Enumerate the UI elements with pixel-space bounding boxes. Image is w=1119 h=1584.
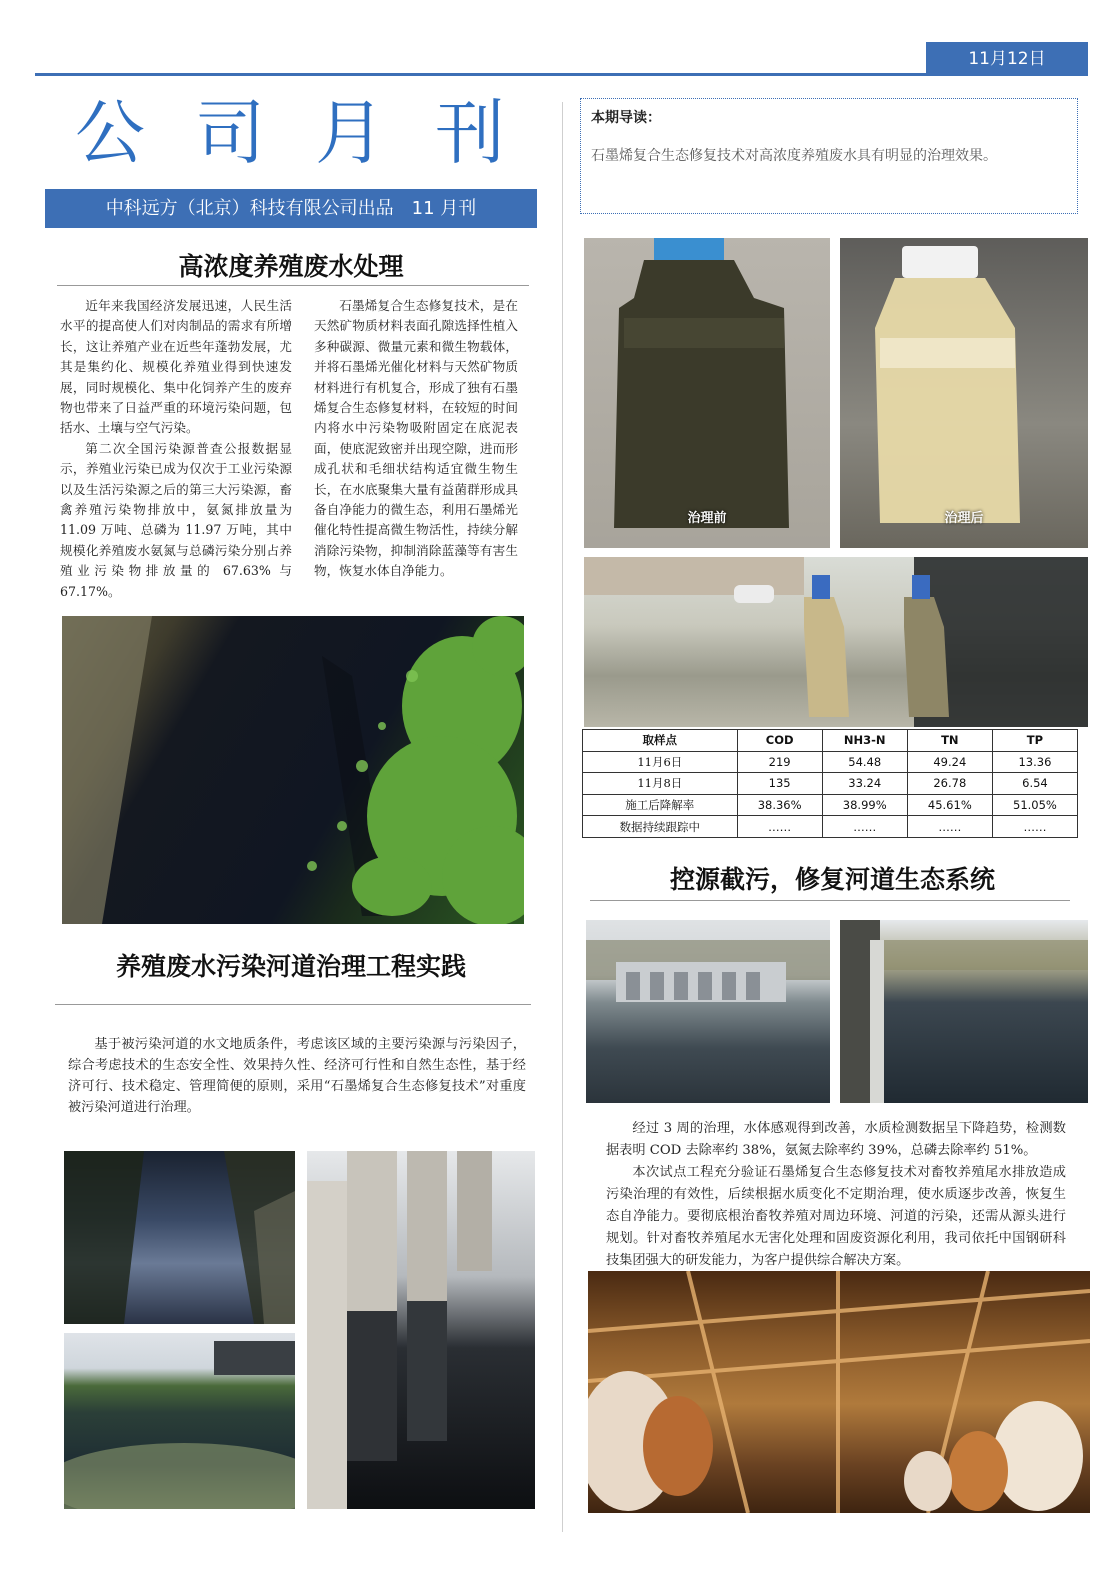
polluted-pond-photo — [64, 1333, 295, 1509]
column-header: TN — [907, 730, 992, 752]
photo-art — [588, 1271, 1090, 1513]
article-column-left — [60, 296, 292, 602]
after-caption: 治理后 — [944, 511, 984, 526]
table-cell: 26.78 — [907, 773, 992, 795]
water-sample-comparison-photo — [584, 557, 1088, 727]
table-row — [583, 751, 1078, 773]
table-cell: …… — [737, 816, 822, 838]
guide-text: 石墨烯复合生态修复技术对高浓度养殖废水具有明显的治理效果。 — [591, 148, 997, 164]
masthead-char: 司 — [195, 92, 265, 174]
table-row — [583, 816, 1078, 838]
table-cell: 数据持续跟踪中 — [583, 816, 738, 838]
table-cell: 33.24 — [822, 773, 907, 795]
paragraph: 石墨烯复合生态修复技术，是在天然矿物质材料表面孔隙选择性植入多种碳源、微量元素和微生物载体，并将石墨烯光催化材料与天然矿物质材料进行有机复合，形成了独有石墨烯复合生态修复材料，在较短的时间内将水中污染物吸附固定在底泥表面，使底泥致密并出现空隙，进而形成孔状和毛细状结构适宜微生物生长，在水底聚集大量有益菌群形成具备自净能力的微生态，利用石墨烯光催化特性提高微生物活性，持续分解消除污染物，抑制消除蓝藻等有害生物，恢复水体自净能力。 — [314, 298, 518, 579]
date-badge: 11月12日 — [926, 42, 1088, 76]
paragraph: 基于被污染河道的水文地质条件，考虑该区域的主要污染源与污染因子，综合考虑技术的生态安全性、效果持久性、经济可行性和自然生态性，基于经济可行、技术稳定、管理简便的原则，采用“石墨烯复合生态修复技术”对重度被污染河道进行治理。 — [68, 1037, 526, 1115]
sample-bottles-art — [584, 557, 1088, 727]
photo-art — [586, 920, 830, 1103]
sluice-gate-photo — [586, 920, 830, 1103]
table-cell: 135 — [737, 773, 822, 795]
column-divider — [562, 102, 563, 1532]
table-cell: 45.61% — [907, 794, 992, 816]
table-cell: 38.99% — [822, 794, 907, 816]
before-treatment-photo — [584, 238, 830, 548]
paragraph: 经过 3 周的治理，水体感观得到改善，水质检测数据呈下降趋势，检测数据表明 COD 去除率约 38%，氨氮去除率约 39%，总磷去除率约 51%。 — [606, 1121, 1066, 1158]
guide-label: 本期导读： — [591, 110, 661, 126]
title-rule — [590, 900, 1070, 901]
table-cell: 11月6日 — [583, 751, 738, 773]
cattle-barn-photo — [588, 1271, 1090, 1513]
table-cell: 51.05% — [992, 794, 1077, 816]
photo-art — [307, 1151, 535, 1509]
section-title-source-control: 控源截污，修复河道生态系统 — [669, 865, 995, 894]
masthead-char: 公 — [75, 92, 145, 174]
table-cell: 11月8日 — [583, 773, 738, 795]
title-rule — [57, 285, 529, 286]
section-title-wastewater: 高浓度养殖废水处理 — [178, 252, 404, 281]
title-rule — [55, 1004, 531, 1005]
publisher-bar: 中科远方（北京）科技有限公司出品 11 月刊 — [45, 189, 537, 228]
table-cell: 施工后降解率 — [583, 794, 738, 816]
table-cell: …… — [992, 816, 1077, 838]
table-cell: 54.48 — [822, 751, 907, 773]
article-body — [606, 1118, 1066, 1272]
header-rule — [35, 73, 1088, 76]
table-cell: 6.54 — [992, 773, 1077, 795]
photo-art — [840, 920, 1088, 1103]
masthead-title — [45, 88, 535, 178]
photo-art — [64, 1333, 295, 1509]
section-title-river-project: 养殖废水污染河道治理工程实践 — [115, 952, 466, 981]
article-column-right — [314, 296, 518, 582]
after-treatment-photo — [840, 238, 1088, 548]
column-header: NH3-N — [822, 730, 907, 752]
water-quality-table — [582, 729, 1078, 838]
bottle-after-art — [840, 238, 1088, 548]
table-header-row — [583, 730, 1078, 752]
restored-river-photo — [840, 920, 1088, 1103]
photo-art — [62, 616, 524, 924]
column-header: COD — [737, 730, 822, 752]
table-cell: 13.36 — [992, 751, 1077, 773]
article-body — [68, 1034, 526, 1118]
paragraph: 近年来我国经济发展迅速，人民生活水平的提高使人们对肉制品的需求有所增长，这让养殖产业在近些年蓬勃发展，尤其是集约化、规模化养殖业得到快速发展，同时规模化、集中化饲养产生的废弃物也带来了日益严重的环境污染问题，包括水、土壤与空气污染。 — [60, 298, 292, 436]
table-row — [583, 794, 1078, 816]
paragraph: 第二次全国污染源普查公报数据显示，养殖业污染已成为仅次于工业污染源以及生活污染源之后的第三大污染源，畜禽养殖污染物排放中，氨氮排放量为 11.09 万吨、总磷为 11.97 万吨，其中规模化养殖废水氨氮与总磷污染分别占养殖业污染物排放量的 67.63% 与 67.17%。 — [60, 440, 292, 599]
issue-guide-box — [580, 98, 1078, 214]
table-cell: 49.24 — [907, 751, 992, 773]
masthead-char: 刊 — [435, 92, 505, 174]
table-cell: 219 — [737, 751, 822, 773]
sluice-pillar-photo — [307, 1151, 535, 1509]
algae-channel-photo — [62, 616, 524, 924]
table-cell: …… — [907, 816, 992, 838]
table-cell: 38.36% — [737, 794, 822, 816]
masthead-char: 月 — [315, 92, 385, 174]
table-cell: …… — [822, 816, 907, 838]
before-caption: 治理前 — [687, 511, 727, 526]
bottle-before-art — [584, 238, 830, 548]
column-header: 取样点 — [583, 730, 738, 752]
column-header: TP — [992, 730, 1077, 752]
table-row — [583, 773, 1078, 795]
paragraph: 本次试点工程充分验证石墨烯复合生态修复技术对畜牧养殖尾水排放造成污染治理的有效性，后续根据水质变化不定期治理，使水质逐步改善，恢复生态自净能力。要彻底根治畜牧养殖对周边环境、河道的污染，还需从源头进行规划。针对畜牧养殖尾水无害化处理和固废资源化利用，我司依托中国钢研科技集团强大的研发能力，为客户提供综合解决方案。 — [606, 1165, 1066, 1268]
photo-art — [64, 1151, 295, 1324]
polluted-river-photo — [64, 1151, 295, 1324]
